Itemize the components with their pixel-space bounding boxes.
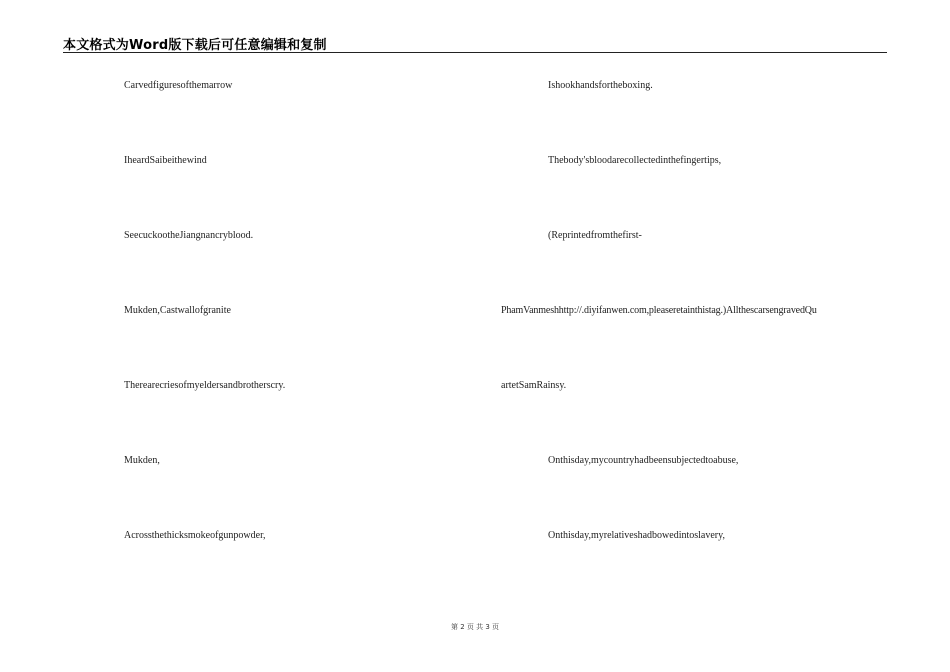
- left-line-4: Mukden,Castwallofgranite: [124, 305, 231, 316]
- right-line-4: PhamVanmeshhttp://.diyifanwen.com,pleaseretainthistag.)AllthescarsengravedQu: [501, 305, 817, 316]
- right-line-6: Onthisday,mycountryhadbeensubjectedtoabuse,: [548, 455, 739, 466]
- left-line-5: Therearecriesofmyeldersandbrotherscry.: [124, 380, 286, 391]
- right-line-5: artetSamRainsy.: [501, 380, 567, 391]
- right-line-2: Thebody'sbloodarecollectedinthefingertips,: [548, 155, 722, 166]
- page-number: 第 2 页 共 3 页: [450, 623, 500, 631]
- right-line-3: (Reprintedfromthefirst-: [548, 230, 642, 241]
- document-header: [63, 34, 887, 53]
- left-line-7: Acrossthethicksmokeofgunpowder,: [124, 530, 266, 541]
- left-line-1: Carvedfiguresofthemarrow: [124, 80, 233, 91]
- left-line-2: IheardSaibeithewind: [124, 155, 207, 166]
- right-line-7: Onthisday,myrelativeshadbowedintoslavery,: [548, 530, 725, 541]
- header-title: 本文格式为Word版下载后可任意编辑和复制: [63, 38, 327, 53]
- left-line-6: Mukden,: [124, 455, 160, 466]
- right-line-1: Ishookhandsfortheboxing.: [548, 80, 653, 91]
- left-line-3: SeecuckootheJiangnancryblood.: [124, 230, 254, 241]
